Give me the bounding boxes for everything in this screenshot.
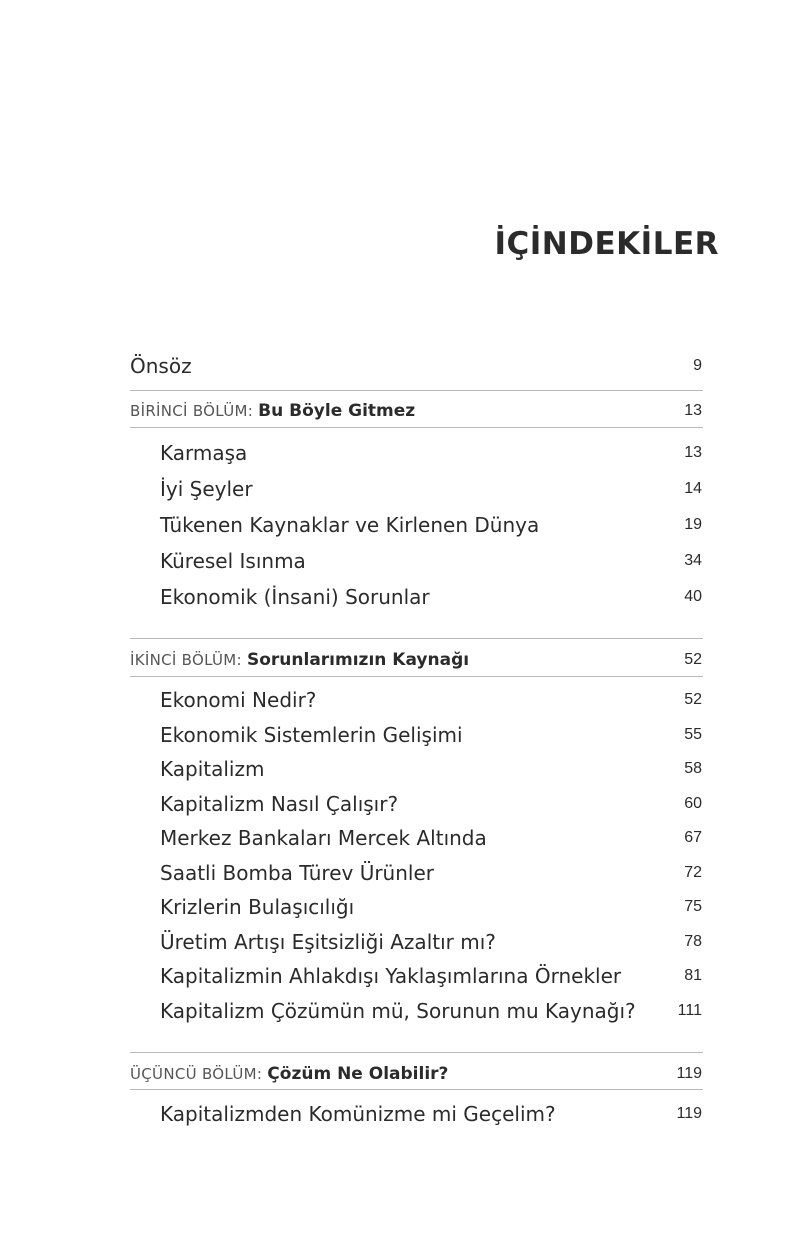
toc-page-number: 78 [684,933,702,950]
toc-entry[interactable] [130,683,703,717]
toc-entry-label: Merkez Bankaları Mercek Altında [160,826,487,850]
toc-page-number: 34 [684,552,702,569]
toc-entry[interactable] [130,890,703,924]
toc-entry-label: Kapitalizm [160,757,265,781]
toc-section-2[interactable] [130,643,703,677]
toc-page-number: 60 [684,795,702,812]
toc-entry-label: Kapitalizm Nasıl Çalışır? [160,792,399,816]
toc-entry-label: Ekonomik (İnsani) Sorunlar [160,585,430,609]
toc-entry[interactable] [130,580,703,614]
section-heading [130,401,415,421]
toc-section-3[interactable] [130,1057,703,1091]
toc-page-number: 9 [693,357,702,374]
toc-entry[interactable] [130,718,703,752]
section-name: Bu Böyle Gitmez [258,401,416,421]
toc-page-number: 119 [676,1105,702,1122]
divider [130,676,703,677]
toc-entry[interactable] [130,856,703,890]
toc-entry-label: Kapitalizmden Komünizme mi Geçelim? [160,1102,556,1126]
divider [130,390,703,391]
divider [130,427,703,428]
toc-entry[interactable] [130,508,703,542]
toc-page-number: 52 [684,651,702,668]
toc-entry[interactable] [130,752,703,786]
toc-entry-label: Ekonomi Nedir? [160,688,317,712]
toc-entry-label: Üretim Artışı Eşitsizliği Azaltır mı? [160,930,496,954]
section-prefix: ÜÇÜNCÜ BÖLÜM: [130,1065,263,1083]
toc-page-number: 81 [684,967,702,984]
section-heading [130,1064,448,1084]
section-name: Çözüm Ne Olabilir? [267,1064,449,1084]
toc-page-number: 40 [684,588,702,605]
divider [130,1052,703,1053]
section-name: Sorunlarımızın Kaynağı [246,650,470,670]
toc-page-number: 58 [684,760,702,777]
toc-entry[interactable] [130,994,703,1028]
toc-entry[interactable] [130,959,703,993]
toc-entry-label: Krizlerin Bulaşıcılığı [160,895,355,919]
toc-page-number: 111 [677,1002,702,1019]
toc-page-number: 13 [684,444,702,461]
toc-page-number: 72 [684,864,702,881]
toc-page-number: 75 [684,898,702,915]
page-title: İÇİNDEKİLER [494,226,719,262]
toc-entry-preface[interactable] [130,349,703,383]
toc-page-number: 55 [684,726,702,743]
toc-entry-label: Ekonomik Sistemlerin Gelişimi [160,723,463,747]
toc-section-1[interactable] [130,394,703,428]
section-heading [130,650,469,670]
toc-entry[interactable] [130,787,703,821]
section-prefix: İKİNCİ BÖLÜM: [130,651,242,669]
toc-entry-label: Kapitalizm Çözümün mü, Sorunun mu Kaynağı? [160,999,636,1023]
toc-page-number: 67 [684,829,702,846]
toc-entry[interactable] [130,472,703,506]
toc-entry[interactable] [130,821,703,855]
toc-entry-label: Küresel Isınma [160,549,306,573]
toc-entry[interactable] [130,544,703,578]
toc-entry-label: Saatli Bomba Türev Ürünler [160,861,434,885]
toc-entry[interactable] [130,925,703,959]
section-prefix: BİRİNCİ BÖLÜM: [130,402,254,420]
toc-page-number: 13 [684,402,702,419]
toc-page-number: 19 [684,516,702,533]
toc-entry-label: Kapitalizmin Ahlakdışı Yaklaşımlarına Örnekler [160,964,622,988]
toc-entry-label: Önsöz [130,354,192,378]
toc-entry-label: Tükenen Kaynaklar ve Kirlenen Dünya [160,513,540,537]
toc-entry-label: İyi Şeyler [160,477,253,501]
toc-page-number: 14 [684,480,702,497]
toc-page-number: 52 [684,691,702,708]
toc-entry-label: Karmaşa [160,441,248,465]
toc-entry[interactable] [130,1097,703,1131]
toc-entry[interactable] [130,436,703,470]
divider [130,1089,703,1090]
divider [130,638,703,639]
toc-page-number: 119 [676,1065,702,1082]
